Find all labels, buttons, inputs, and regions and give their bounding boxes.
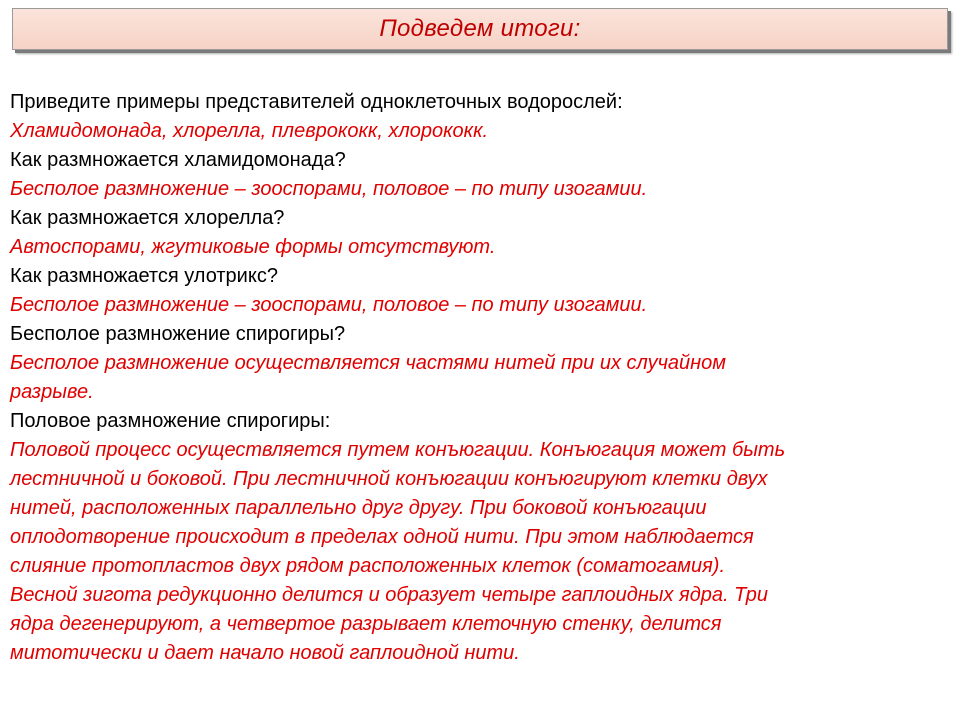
answer-line: нитей, расположенных параллельно друг другу. При боковой конъюгации — [10, 497, 707, 519]
question-line: Как размножается хламидомонада? — [10, 149, 346, 171]
question-line: Как размножается хлорелла? — [10, 207, 285, 229]
question-line: Половое размножение спирогиры: — [10, 410, 331, 432]
question-line: Как размножается улотрикс? — [10, 265, 278, 287]
answer-line: Бесполое размножение осуществляется частями нитей при их случайном — [10, 352, 727, 374]
answer-line: лестничной и боковой. При лестничной конъюгации конъюгируют клетки двух — [10, 468, 768, 490]
answer-line: Половой процесс осуществляется путем конъюгации. Конъюгация может быть — [10, 439, 786, 461]
answer-line: Автоспорами, жгутиковые формы отсутствуют. — [10, 236, 496, 258]
answer-line: Хламидомонада, хлорелла, плеврококк, хлорококк. — [10, 120, 489, 142]
slide-content — [10, 88, 950, 668]
question-line: Бесполое размножение спирогиры? — [10, 323, 346, 345]
question-line: Приведите примеры представителей одноклеточных водорослей: — [10, 91, 623, 113]
answer-line: ядра дегенерируют, а четвертое разрывает клеточную стенку, делится — [10, 613, 722, 635]
answer-line: слияние протопластов двух рядом расположенных клеток (соматогамия). — [10, 555, 725, 577]
answer-line: митотически и дает начало новой гаплоидной нити. — [10, 642, 520, 664]
slide-title: Подведем итоги: — [379, 15, 581, 42]
answer-line: Бесполое размножение – зооспорами, половое – по типу изогамии. — [10, 178, 648, 200]
answer-line: Бесполое размножение – зооспорами, половое – по типу изогамии. — [10, 294, 648, 316]
answer-line: разрыве. — [10, 381, 94, 403]
answer-line: Весной зигота редукционно делится и образует четыре гаплоидных ядра. Три — [10, 584, 768, 606]
answer-line: оплодотворение происходит в пределах одной нити. При этом наблюдается — [10, 526, 754, 548]
slide-title-banner — [12, 8, 948, 50]
